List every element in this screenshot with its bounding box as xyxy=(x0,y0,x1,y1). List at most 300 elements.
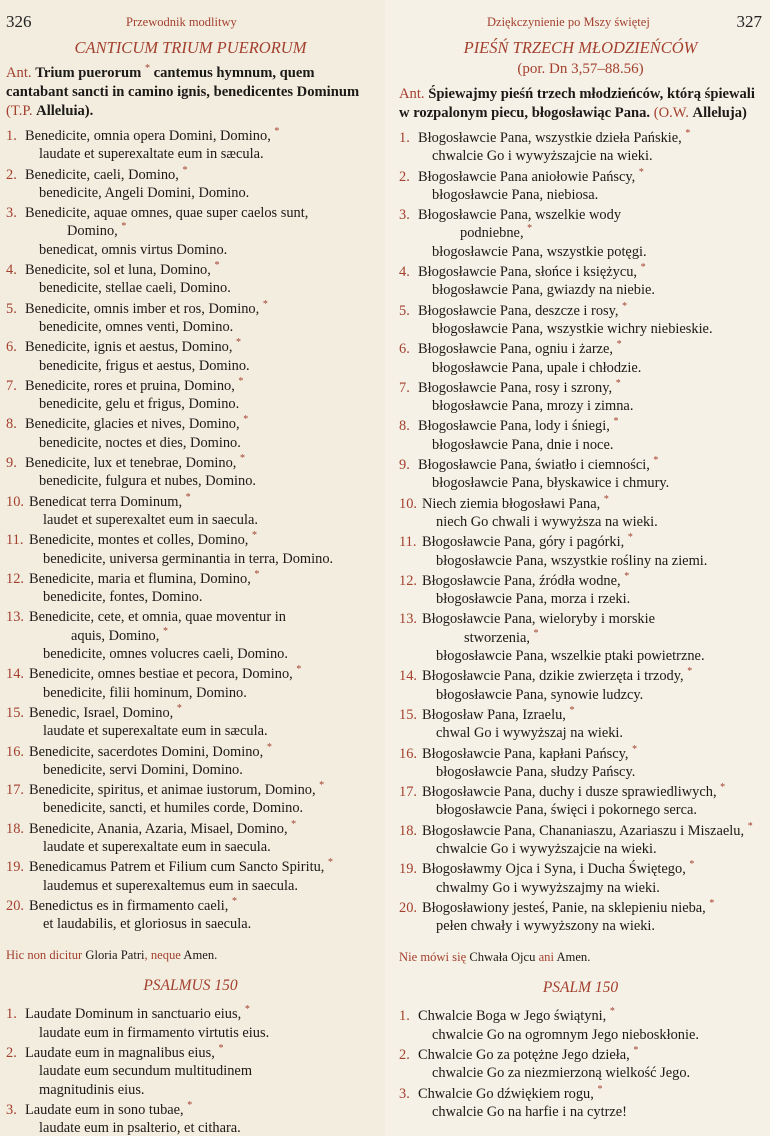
antiphon-alleluia: Alleluia). xyxy=(36,103,94,119)
verse xyxy=(399,822,762,859)
verse-line-text: Błogosławcie Pana, wszelkie wody xyxy=(418,207,622,224)
star-marker: * xyxy=(182,164,188,176)
verse xyxy=(399,860,762,897)
verse-text xyxy=(422,533,762,570)
verse-line xyxy=(422,783,762,801)
verse-text xyxy=(418,129,762,166)
verse xyxy=(6,377,375,414)
verse-number: 7. xyxy=(6,377,17,394)
verse-line-text: Chwalcie Go za potężne Jego dzieła, xyxy=(418,1047,630,1064)
star-marker: * xyxy=(244,1004,250,1016)
verse-line-text: Błogosław Pana, Izraelu, xyxy=(422,706,566,723)
verse-line: et laudabilis, et gloriosus in saecula. xyxy=(43,916,252,933)
verse-line-text: Błogosławcie Pana, lody i śniegi, xyxy=(418,418,610,435)
verse-line: błogosławcie Pana, wszystkie potęgi. xyxy=(432,243,647,260)
verse-number: 17. xyxy=(399,784,417,801)
verse-line xyxy=(422,610,762,628)
verse xyxy=(6,300,375,337)
verse xyxy=(6,415,375,452)
left-page-header xyxy=(6,12,375,38)
star-marker: * xyxy=(709,898,715,910)
verse-text xyxy=(422,667,762,704)
verse-line xyxy=(25,127,375,145)
verse-line xyxy=(418,1007,762,1025)
verse-text xyxy=(25,1044,375,1099)
verse-number: 8. xyxy=(6,416,17,433)
verse-number: 12. xyxy=(399,572,417,589)
verse-line-text: Benedicite, cete, et omnia, quae moventur in xyxy=(29,609,286,626)
verse-number: 15. xyxy=(6,704,24,721)
verse-line-text: Benedicite, caeli, Domino, xyxy=(25,166,179,183)
verse-number: 20. xyxy=(6,897,24,914)
verse xyxy=(399,745,762,782)
verse-line-text: Benedicat terra Dominum, xyxy=(29,493,183,510)
verse-line xyxy=(418,1046,762,1064)
verse xyxy=(6,608,375,663)
verse-number: 1. xyxy=(6,128,17,144)
verse-line xyxy=(29,531,375,549)
antiphon-text: Trium puerorum xyxy=(35,65,142,81)
verse-number: 3. xyxy=(399,207,410,224)
verse-line: chwalmy Go i wywyższajmy na wieki. xyxy=(436,879,660,896)
star-marker: * xyxy=(236,337,242,349)
verse xyxy=(399,610,762,665)
verse xyxy=(6,1044,375,1099)
verse-text xyxy=(418,417,762,454)
star-marker: * xyxy=(616,339,622,351)
verse-line-text: Błogosławcie Pana, wszystkie dzieła Pańskie, xyxy=(418,130,682,146)
psalm-title: PSALMUS 150 xyxy=(143,977,238,995)
verse xyxy=(399,1046,762,1083)
star-marker: * xyxy=(296,664,302,676)
verse-line-text: Benedicite, maria et flumina, Domino, xyxy=(29,570,251,587)
verse-line: błogosławcie Pana, upale i chłodzie. xyxy=(432,359,642,376)
star-marker: * xyxy=(176,703,182,715)
verse-line-text: Benedicite, omnes bestiae et pecora, Domino, xyxy=(29,666,293,683)
verse xyxy=(6,261,375,298)
verse-number: 3. xyxy=(6,205,17,222)
verse-line-text: Benedictus es in firmamento caeli, xyxy=(29,897,229,914)
verse-line xyxy=(25,338,375,356)
verse-line xyxy=(418,302,762,320)
verse-line xyxy=(29,897,375,915)
verse xyxy=(6,1101,375,1136)
rubric-part: Hic non dicitur xyxy=(6,948,83,963)
star-marker: * xyxy=(266,741,272,753)
verse-line-text: Błogosławcie Pana, źródła wodne, xyxy=(422,572,621,589)
verse-line xyxy=(418,417,762,435)
verse-number: 5. xyxy=(6,300,17,317)
verse-number: 11. xyxy=(6,532,24,549)
verse-text xyxy=(25,454,375,491)
verse-line: laudate et superexaltate eum in sæcula. xyxy=(43,723,268,740)
star-marker: * xyxy=(720,782,726,794)
verse xyxy=(399,495,762,532)
verse-number: 20. xyxy=(399,899,417,916)
verse xyxy=(6,897,375,934)
verse-line: laudate eum secundum multitudinem xyxy=(39,1063,253,1080)
verse-number: 18. xyxy=(399,822,417,839)
verse-line-text: Błogosławcie Pana, dzikie zwierzęta i trzody, xyxy=(422,668,684,685)
verse-line: laudate eum in firmamento virtutis eius. xyxy=(39,1024,270,1041)
verse-line: chwalcie Go za niezmierzoną wielkość Jego. xyxy=(432,1065,691,1082)
star-marker: * xyxy=(185,491,191,503)
star-marker: * xyxy=(291,818,297,830)
star-marker: * xyxy=(622,300,628,312)
verse-line-text: Benedicite, omnia opera Domini, Domino, xyxy=(25,128,271,144)
verse-line xyxy=(25,454,375,472)
verse-line: benedicite, frigus et aestus, Domino. xyxy=(39,357,250,374)
antiphon xyxy=(399,85,762,123)
verse-number: 2. xyxy=(399,1047,410,1064)
verse-text xyxy=(418,379,762,416)
star-marker: * xyxy=(603,493,609,505)
verse-text xyxy=(422,745,762,782)
verse xyxy=(6,454,375,491)
verse xyxy=(6,570,375,607)
verse xyxy=(399,456,762,493)
verse-line-text: Błogosławcie Pana, wieloryby i morskie xyxy=(422,611,656,628)
star-marker: * xyxy=(609,1006,615,1018)
verse-line xyxy=(29,704,375,722)
verse-line xyxy=(422,495,762,513)
star-marker: * xyxy=(327,857,333,869)
star-marker: * xyxy=(627,532,633,544)
verse-line-text: Benedicite, sacerdotes Domini, Domino, xyxy=(29,743,264,760)
star-marker: * xyxy=(597,1083,603,1095)
verse xyxy=(399,783,762,820)
verse-text xyxy=(25,1005,375,1042)
verse-line-text: Błogosławcie Pana, deszcze i rosy, xyxy=(418,302,619,319)
star-marker: * xyxy=(319,780,325,792)
verse-line xyxy=(25,415,375,433)
rubric-part: Gloria Patri xyxy=(85,948,145,963)
rubric-part: ani xyxy=(538,950,554,965)
verse-line xyxy=(29,781,375,799)
verse-text xyxy=(29,570,375,607)
verse-line: magnitudinis eius. xyxy=(39,1081,145,1098)
verse-number: 6. xyxy=(6,339,17,356)
verse xyxy=(399,1085,762,1122)
verse-line: laudemus et superexaltemus eum in saecula. xyxy=(43,877,298,894)
verse-line: laudet et superexaltet eum in saecula. xyxy=(43,511,258,528)
verse-line xyxy=(418,206,762,224)
verse-line: pełen chwały i wywyższony na wieki. xyxy=(436,918,655,935)
verse-number: 13. xyxy=(6,609,24,626)
verse xyxy=(6,166,375,203)
star-marker: * xyxy=(615,378,621,390)
verse xyxy=(399,263,762,300)
verse-text xyxy=(25,415,375,452)
verse-line-text: stworzenia, xyxy=(464,629,530,646)
verse-line: benedicite, Angeli Domini, Domino. xyxy=(39,184,250,201)
verse-text xyxy=(422,706,762,743)
verse-line-text: Domino, xyxy=(67,223,118,240)
verse-line: chwalcie Go i wywyższajcie na wieki. xyxy=(436,840,657,857)
verse-text xyxy=(422,860,762,897)
verse-line xyxy=(25,222,375,240)
rubric-part: , neque xyxy=(144,948,181,963)
verse-line: benedicite, omnes volucres caeli, Domino. xyxy=(43,646,288,663)
verse-number: 10. xyxy=(399,495,417,512)
verse-text xyxy=(25,166,375,203)
verse-line: benedicite, servi Domini, Domino. xyxy=(43,761,243,778)
verse-text xyxy=(422,783,762,820)
verse-line: błogosławcie Pana, słudzy Pańscy. xyxy=(436,763,636,780)
verse xyxy=(6,493,375,530)
verse-line: błogosławcie Pana, błyskawice i chmury. xyxy=(432,475,670,492)
verse-line-text: podniebne, xyxy=(460,225,524,242)
antiphon-tp: (T.P. xyxy=(6,103,33,119)
verse-line-text: Chwalcie Go dźwiękiem rogu, xyxy=(418,1085,594,1102)
star-marker: * xyxy=(254,569,260,581)
star-marker: * xyxy=(632,743,638,755)
star-marker: * xyxy=(240,453,245,465)
star-marker: * xyxy=(653,455,659,467)
verse xyxy=(6,204,375,259)
verse xyxy=(399,379,762,416)
verse-line xyxy=(418,379,762,397)
verse-text xyxy=(418,206,762,261)
verse-line xyxy=(25,1005,375,1023)
psalm-verse-list xyxy=(6,1005,375,1136)
star-marker: * xyxy=(689,859,695,871)
verse xyxy=(399,572,762,609)
verse-line-text: Błogosławcie Pana, duchy i dusze sprawiedliwych, xyxy=(422,784,717,801)
running-title: Przewodnik modlitwy xyxy=(126,15,237,29)
verse-line-text: Benedicite, lux et tenebrae, Domino, xyxy=(25,455,237,472)
verse-line-text: Błogosławcie Pana, światło i ciemności, xyxy=(418,457,650,474)
verse-text xyxy=(418,340,762,377)
verse-line: benedicite, sancti, et humiles corde, Domino. xyxy=(43,800,304,817)
verse xyxy=(399,417,762,454)
rubric-part: Amen. xyxy=(183,948,218,963)
verse-text xyxy=(25,300,375,337)
verse-line: błogosławcie Pana, wszystkie rośliny na ziemi. xyxy=(436,552,708,569)
verse-number: 2. xyxy=(399,168,410,185)
verse-number: 19. xyxy=(399,861,417,878)
verse-line xyxy=(29,608,375,626)
verse xyxy=(399,706,762,743)
verse-number: 2. xyxy=(6,166,17,183)
verse-number: 3. xyxy=(399,1085,410,1102)
verse-line xyxy=(422,572,762,590)
verse-line: chwalcie Go i wywyższajcie na wieki. xyxy=(432,148,653,165)
verse-text xyxy=(418,456,762,493)
verse-number: 3. xyxy=(6,1101,17,1118)
verse xyxy=(399,1007,762,1044)
verse-text xyxy=(25,377,375,414)
verse-text xyxy=(418,302,762,339)
verse-line-text: Benedicite, spiritus, et animae iustorum, Domino, xyxy=(29,782,316,799)
verse-line: laudate et superexaltate eum in sæcula. xyxy=(39,146,264,163)
verse xyxy=(399,899,762,936)
star-marker: * xyxy=(214,260,220,272)
verse-number: 5. xyxy=(399,302,410,319)
verse-line xyxy=(422,899,762,917)
verse-line xyxy=(25,166,375,184)
verse-text xyxy=(422,572,762,609)
star-marker: * xyxy=(638,166,644,178)
verse-line: błogosławcie Pana, morza i rzeki. xyxy=(436,591,631,608)
verse-line-text: Benedicite, glacies et nives, Domino, xyxy=(25,416,240,433)
verse-line-text: aquis, Domino, xyxy=(71,627,160,644)
verse xyxy=(6,704,375,741)
verse-number: 18. xyxy=(6,820,24,837)
star-marker: * xyxy=(243,414,249,426)
verse xyxy=(399,667,762,704)
verse-text xyxy=(29,704,375,741)
verse-line xyxy=(29,820,375,838)
verse-line xyxy=(418,263,762,281)
psalm-verse-list xyxy=(399,1007,762,1121)
verse-line: niech Go chwali i wywyższa na wieki. xyxy=(436,513,658,530)
verse-text xyxy=(29,781,375,818)
verse-text xyxy=(418,1085,762,1122)
star-marker: * xyxy=(533,627,539,639)
verse-number: 19. xyxy=(6,859,24,876)
verse-line xyxy=(422,533,762,551)
verse-number: 12. xyxy=(6,570,24,587)
star-marker: * xyxy=(613,416,619,428)
verse-text xyxy=(25,338,375,375)
verse-line: benedicite, stellae caeli, Domino. xyxy=(39,280,231,297)
verse-line xyxy=(418,168,762,186)
verse-number: 14. xyxy=(399,668,417,685)
verse-line xyxy=(29,493,375,511)
verse xyxy=(399,168,762,205)
verse-line: laudate et superexaltate eum in saecula. xyxy=(43,838,271,855)
antiphon xyxy=(6,64,375,121)
verse xyxy=(399,302,762,339)
verse-text xyxy=(29,743,375,780)
star-marker: * xyxy=(187,1100,193,1112)
verse-line-text: Błogosławcie Pana, kapłani Pańscy, xyxy=(422,745,629,762)
verse-line xyxy=(29,665,375,683)
verse xyxy=(6,127,375,164)
canticle-reference: (por. Dn 3,57–88.56) xyxy=(517,61,644,77)
verse xyxy=(6,858,375,895)
verse-number: 17. xyxy=(6,782,24,799)
star-marker: * xyxy=(527,223,533,235)
verse-line: błogosławcie Pana, dnie i noce. xyxy=(432,436,614,453)
verse-line xyxy=(25,1044,375,1062)
verse-number: 6. xyxy=(399,341,410,358)
verse-line-text: Benedicite, ignis et aestus, Domino, xyxy=(25,339,233,356)
star-marker: * xyxy=(121,221,127,233)
verse-text xyxy=(29,665,375,702)
star-marker: * xyxy=(640,262,646,274)
verse-line xyxy=(418,129,762,147)
verse-number: 16. xyxy=(6,743,24,760)
verse-line xyxy=(422,860,762,878)
verse-text xyxy=(29,493,375,530)
verse-line xyxy=(29,743,375,761)
star-marker: * xyxy=(685,128,691,140)
verse-text xyxy=(25,261,375,298)
verse-number: 1. xyxy=(6,1006,17,1023)
verse-text xyxy=(422,899,762,936)
star-marker: * xyxy=(144,63,150,75)
verse-line xyxy=(418,224,762,242)
verse-line: benedicite, fulgura et nubes, Domino. xyxy=(39,473,256,490)
right-page-header xyxy=(399,12,762,38)
verse-line xyxy=(25,204,375,222)
verse-number: 10. xyxy=(6,493,24,510)
verse-line: chwalcie Go na ogromnym Jego nieboskłonie. xyxy=(432,1026,699,1043)
verse-number: 11. xyxy=(399,534,417,551)
verse-text xyxy=(418,168,762,205)
antiphon-alleluia: Alleluja) xyxy=(692,105,747,121)
verse-number: 15. xyxy=(399,706,417,723)
verse-line-text: Błogosławmy Ojca i Syna, i Ducha Świętego, xyxy=(422,861,686,878)
verse-number: 4. xyxy=(399,264,410,281)
star-marker: * xyxy=(633,1045,639,1057)
verse xyxy=(6,531,375,568)
verse-line-text: Błogosławiony jesteś, Panie, na sklepieniu nieba, xyxy=(422,899,706,916)
antiphon-label: Ant. xyxy=(399,86,425,102)
verse-line-text: Benedicite, Anania, Azaria, Misael, Domino, xyxy=(29,820,288,837)
verse-line xyxy=(25,1101,375,1119)
verse xyxy=(6,665,375,702)
verse-text xyxy=(29,820,375,857)
verse-text xyxy=(25,1101,375,1136)
star-marker: * xyxy=(262,298,268,310)
verse-line xyxy=(29,570,375,588)
verse-line-text: Błogosławcie Pana, góry i pagórki, xyxy=(422,534,625,551)
star-marker: * xyxy=(687,666,693,678)
verse-line xyxy=(25,377,375,395)
rubric-part: Nie mówi się xyxy=(399,950,467,965)
canticle-title: CANTICUM TRIUM PUERORUM xyxy=(74,38,307,57)
verse-line: benedicite, gelu et frigus, Domino. xyxy=(39,396,240,413)
verse-line xyxy=(422,745,762,763)
star-marker: * xyxy=(252,530,258,542)
star-marker: * xyxy=(232,896,238,908)
verse-line-text: Benedicite, omnis imber et ros, Domino, xyxy=(25,300,260,317)
verse-line: błogosławcie Pana, wszelkie ptaki powietrzne. xyxy=(436,648,705,665)
verse-line xyxy=(422,706,762,724)
verse-number: 1. xyxy=(399,130,410,146)
antiphon-text: Śpiewajmy pieśń trzech młodzieńców, którą śpiewali w rozpalonym piecu, błogosławiąc Pana. xyxy=(399,86,755,121)
verse-list xyxy=(6,127,375,933)
star-marker: * xyxy=(162,625,168,637)
antiphon-tp: (O.W. xyxy=(653,105,689,121)
verse-line xyxy=(418,1085,762,1103)
verse-line-text: Błogosławcie Pana aniołowie Pańscy, xyxy=(418,168,636,185)
verse xyxy=(6,820,375,857)
page-number: 326 xyxy=(6,12,32,31)
verse-text xyxy=(422,495,762,532)
verse-line: chwal Go i wywyższaj na wieki. xyxy=(436,725,624,742)
verse-line-text: Błogosławcie Pana, rosy i szrony, xyxy=(418,379,613,396)
right-page xyxy=(385,0,770,1136)
verse xyxy=(6,338,375,375)
rubric xyxy=(399,949,762,965)
star-marker: * xyxy=(569,705,575,717)
verse-line xyxy=(422,629,762,647)
star-marker: * xyxy=(747,820,753,832)
verse-text xyxy=(25,127,375,164)
running-title: Dziękczynienie po Mszy świętej xyxy=(487,15,650,29)
verse-number: 16. xyxy=(399,745,417,762)
verse-line xyxy=(29,858,375,876)
verse-text xyxy=(418,1046,762,1083)
verse-text xyxy=(418,263,762,300)
page-number: 327 xyxy=(736,12,762,31)
canticle-title: PIEŚŃ TRZECH MŁODZIEŃCÓW xyxy=(463,38,698,57)
psalm-title: PSALM 150 xyxy=(542,979,619,997)
